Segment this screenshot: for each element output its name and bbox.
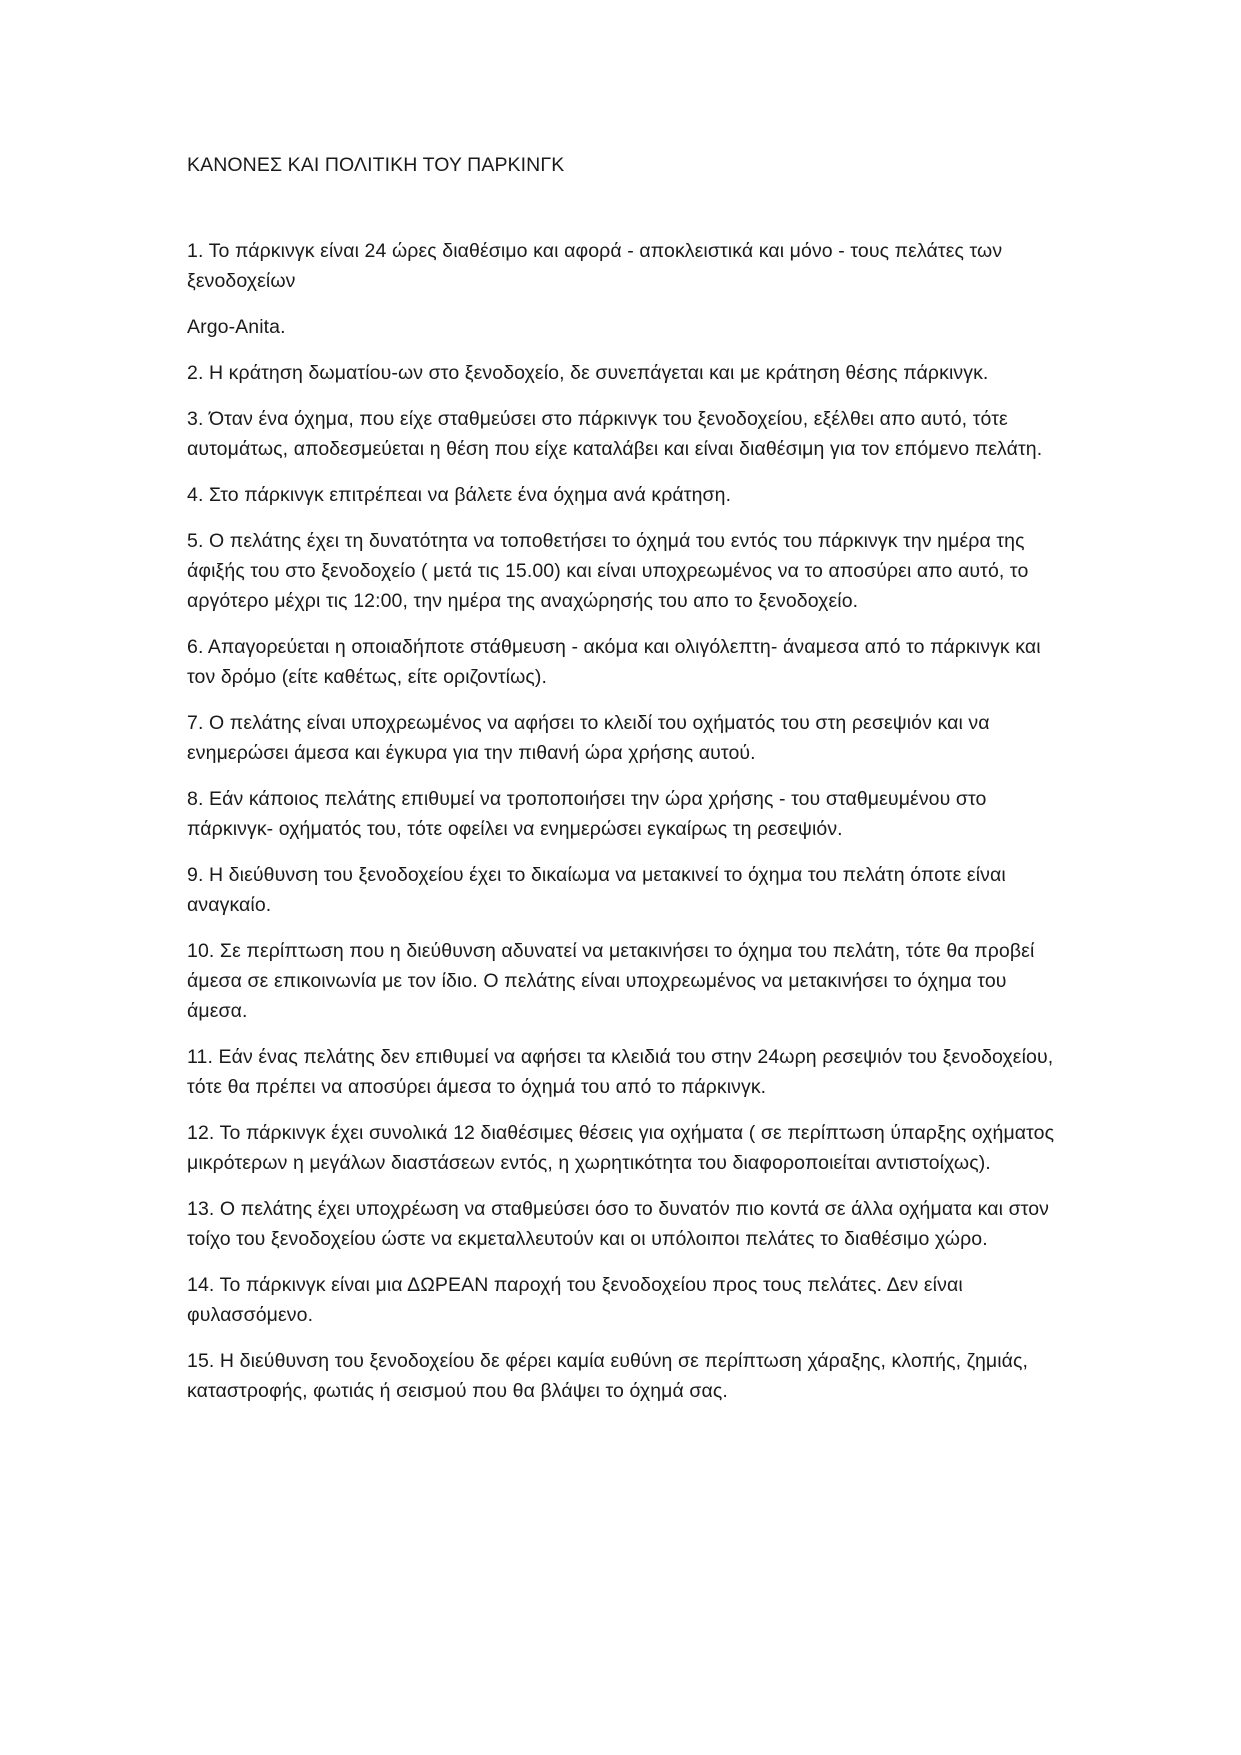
rule-paragraph: 1. Το πάρκινγκ είναι 24 ώρες διαθέσιμο και αφορά - αποκλειστικά και μόνο - τους πελάτες των ξενοδοχείων bbox=[187, 240, 1003, 292]
document-body bbox=[187, 150, 1067, 1422]
rule-paragraph: 2. Η κράτηση δωματίου-ων στο ξενοδοχείο, δε συνεπάγεται και με κράτηση θέσης πάρκινγκ. bbox=[187, 362, 989, 384]
rule-paragraph: 12. Το πάρκινγκ έχει συνολικά 12 διαθέσιμες θέσεις για οχήματα ( σε περίπτωση ύπαρξης οχήματος μικρότερων η μεγάλων διαστάσεων εντός, η χωρητικότητα του διαφοροποιείται αντιστοίχως). bbox=[187, 1122, 1055, 1174]
rule-paragraph: 4. Στο πάρκινγκ επιτρέπεαι να βάλετε ένα όχημα ανά κράτηση. bbox=[187, 484, 732, 506]
rule-paragraph: 10. Σε περίπτωση που η διεύθυνση αδυνατεί να μετακινήσει το όχημα του πελάτη, τότε θα προβεί άμεσα σε επικοινωνία με τον ίδιο. Ο πελάτης είναι υποχρεωμένος να μετακινήσει το όχημα του άμεσα. bbox=[187, 940, 1035, 1022]
rule-paragraph: Argo-Anita. bbox=[187, 316, 286, 338]
rule-paragraph: 5. Ο πελάτης έχει τη δυνατότητα να τοποθετήσει το όχημά του εντός του πάρκινγκ την ημέρα της άφιξής του στο ξενοδοχείο ( μετά τις 15.00) και είναι υποχρεωμένος να το αποσύρει απο αυτό, το αργότερο μέχρι τις 12:00, την ημέρα της αναχώρησής του απο το ξενοδοχείο. bbox=[187, 530, 1029, 612]
rule-paragraph: 14. Το πάρκινγκ είναι μια ΔΩΡΕΑΝ παροχή του ξενοδοχείου προς τους πελάτες. Δεν είναι φυλασσόμενο. bbox=[187, 1274, 963, 1326]
rule-paragraph: 15. Η διεύθυνση του ξενοδοχείου δε φέρει καμία ευθύνη σε περίπτωση χάραξης, κλοπής, ζημιάς, καταστροφής, φωτιάς ή σεισμού που θα βλάψει το όχημά σας. bbox=[187, 1350, 1029, 1402]
rule-paragraph: 11. Εάν ένας πελάτης δεν επιθυμεί να αφήσει τα κλειδιά του στην 24ωρη ρεσεψιόν του ξενοδοχείου, τότε θα πρέπει να αποσύρει άμεσα το όχημά του από το πάρκινγκ. bbox=[187, 1046, 1054, 1098]
rule-paragraph: 7. Ο πελάτης είναι υποχρεωμένος να αφήσει το κλειδί του οχήματός του στη ρεσεψιόν και να ενημερώσει άμεσα και έγκυρα για την πιθανή ώρα χρήσης αυτού. bbox=[187, 712, 990, 764]
rules-list bbox=[187, 236, 1067, 1406]
rule-paragraph: 6. Απαγορεύεται η οποιαδήποτε στάθμευση - ακόμα και ολιγόλεπτη- άναμεσα από το πάρκινγκ και τον δρόμο (είτε καθέτως, είτε οριζοντίως). bbox=[187, 636, 1041, 688]
document-title: ΚΑΝΟΝΕΣ ΚΑΙ ΠΟΛΙΤΙΚΗ ΤΟΥ ΠΑΡΚΙΝΓΚ bbox=[187, 154, 565, 176]
rule-paragraph: 3. Όταν ένα όχημα, που είχε σταθμεύσει στο πάρκινγκ του ξενοδοχείου, εξέλθει απο αυτό, τότε αυτομάτως, αποδεσμεύεται η θέση που είχε καταλάβει και είναι διαθέσιμη για τον επόμενο πελάτη. bbox=[187, 408, 1043, 460]
rule-paragraph: 9. Η διεύθυνση του ξενοδοχείου έχει το δικαίωμα να μετακινεί το όχημα του πελάτη όποτε είναι αναγκαίο. bbox=[187, 864, 1006, 916]
rule-paragraph: 13. Ο πελάτης έχει υποχρέωση να σταθμεύσει όσο το δυνατόν πιο κοντά σε άλλα οχήματα και στον τοίχο του ξενοδοχείου ώστε να εκμεταλλευτούν και οι υπόλοιποι πελάτες το διαθέσιμο χώρο. bbox=[187, 1198, 1050, 1250]
rule-paragraph: 8. Εάν κάποιος πελάτης επιθυμεί να τροποποιήσει την ώρα χρήσης - του σταθμευμένου στο πάρκινγκ- οχήματός του, τότε οφείλει να ενημερώσει εγκαίρως τη ρεσεψιόν. bbox=[187, 788, 987, 840]
